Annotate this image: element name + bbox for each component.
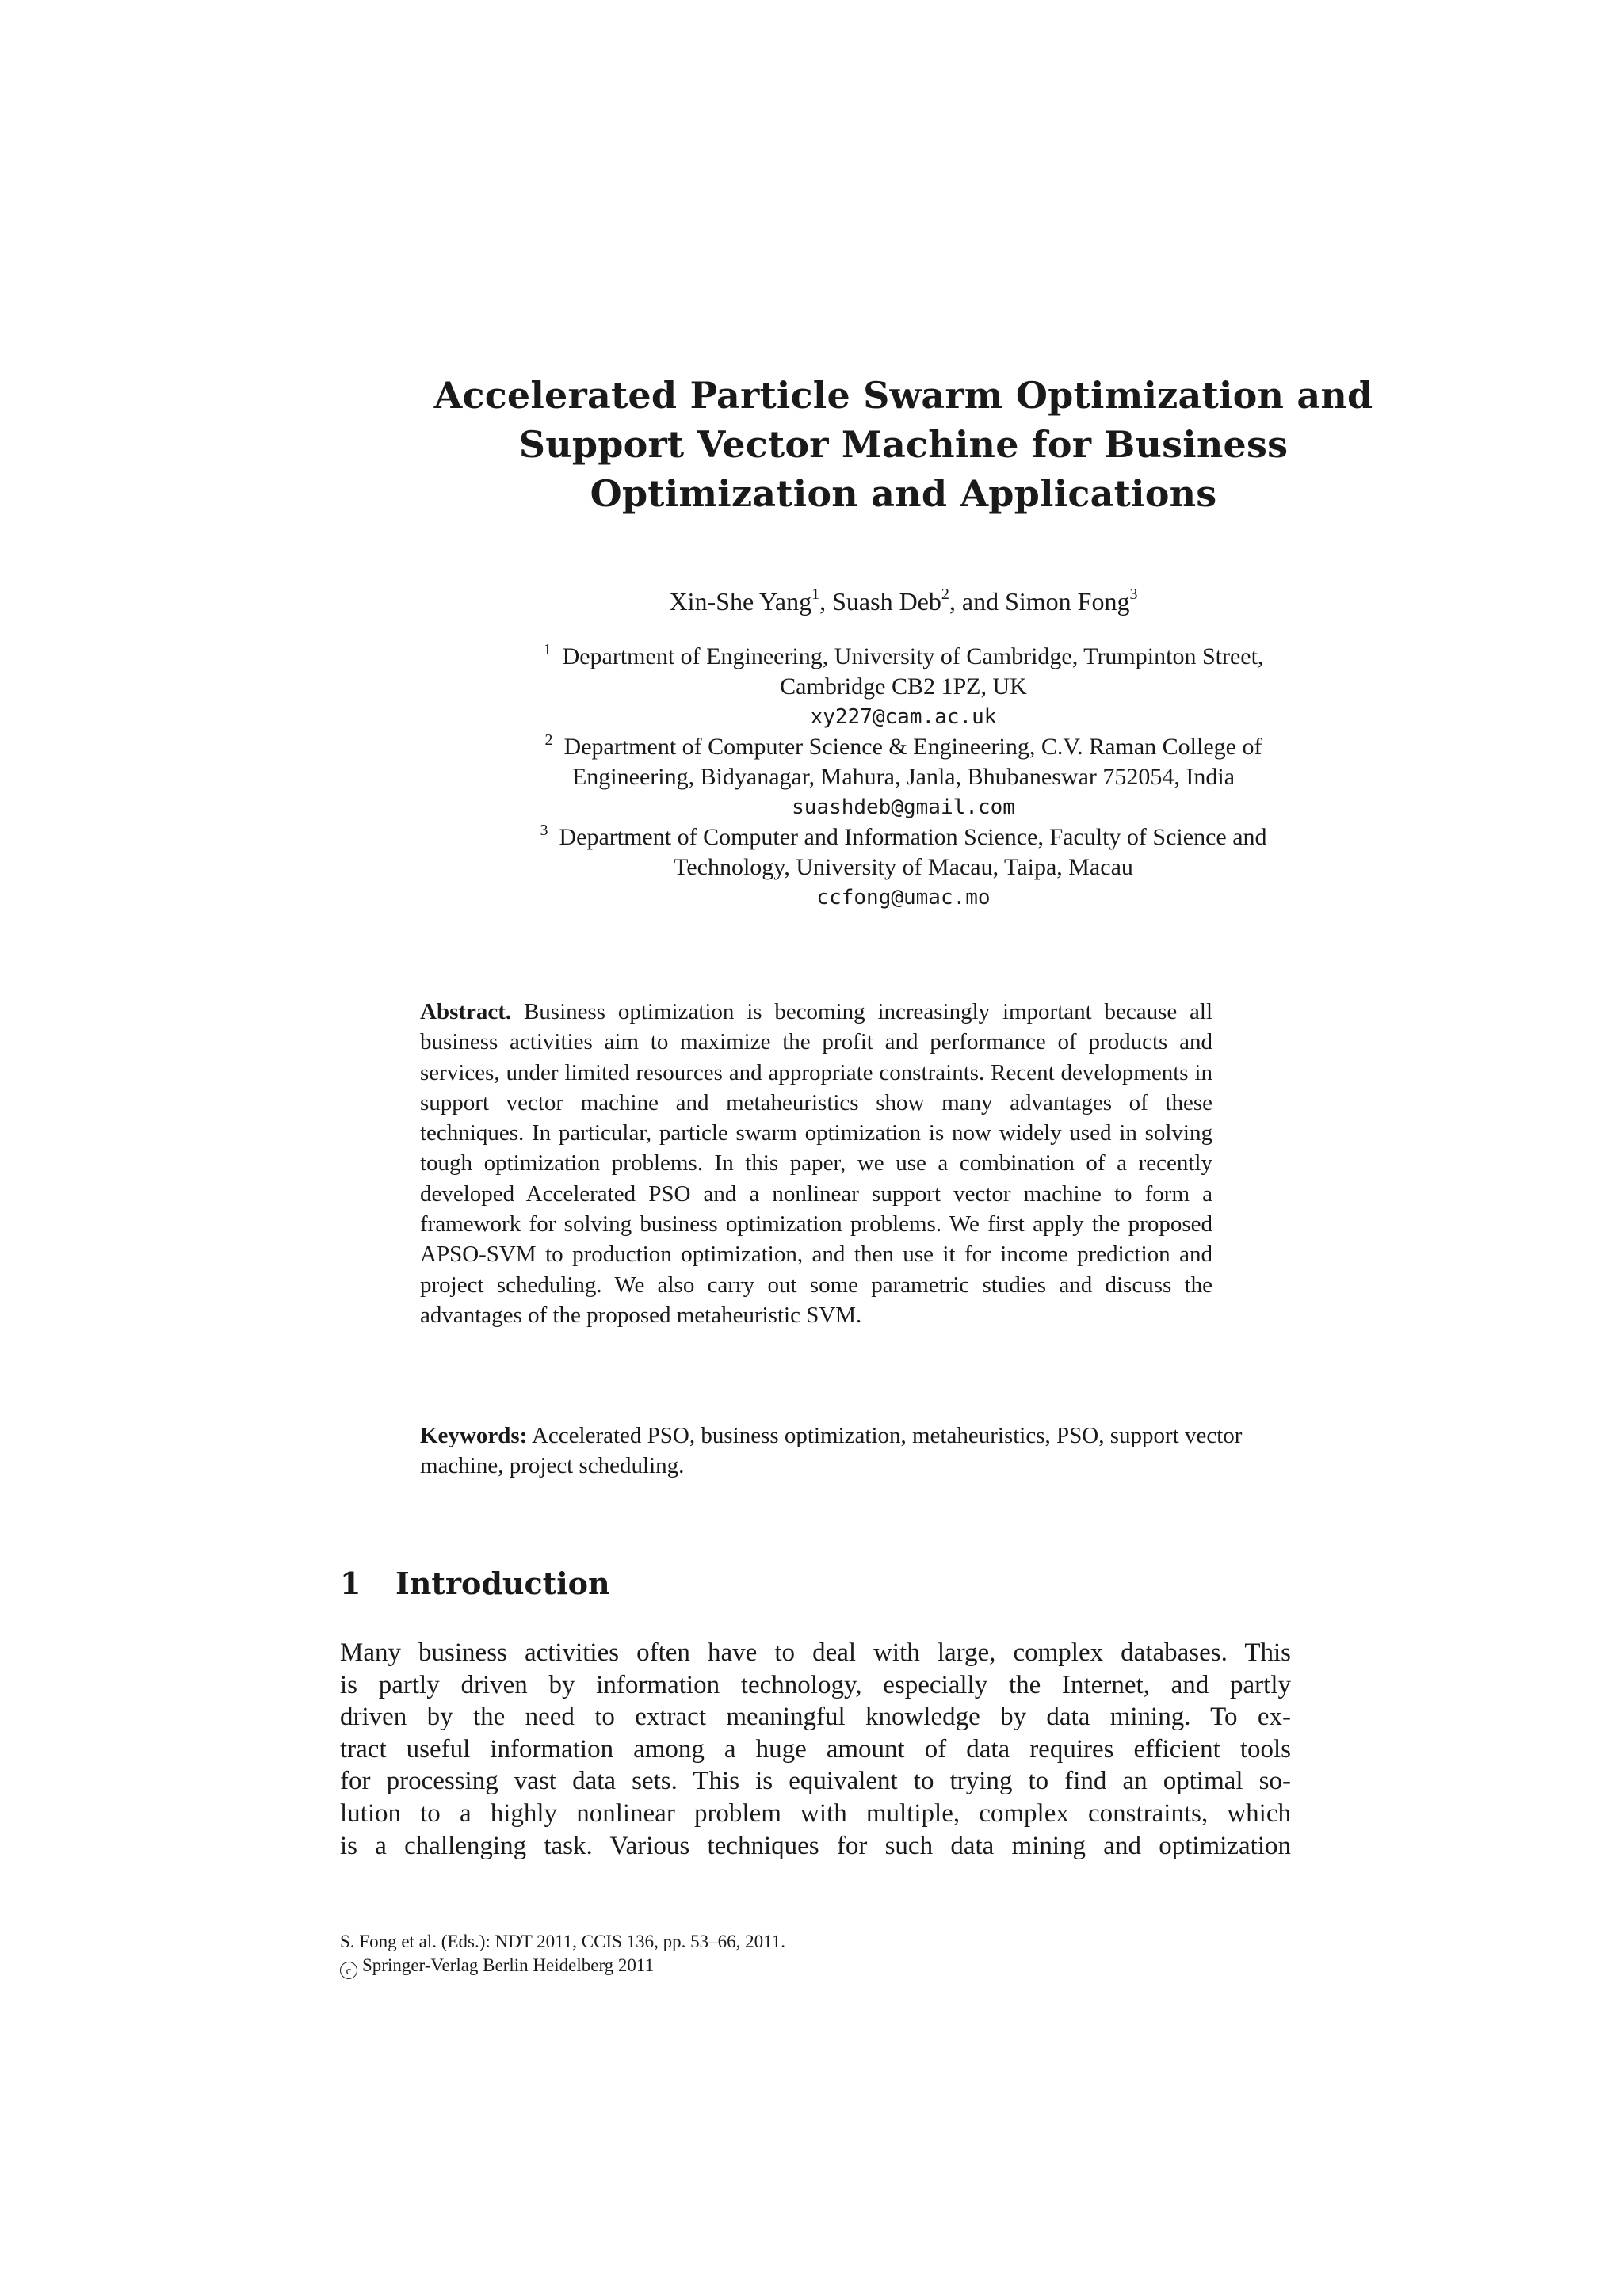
email-address: suashdeb@gmail.com	[792, 795, 1015, 819]
affiliation	[262, 642, 1545, 732]
body-text-line: driven by the need to extract meaningful knowledge by data mining. To ex-	[340, 1703, 1291, 1732]
keywords	[420, 1421, 1252, 1481]
affiliation-text: Department of Computer Science & Engineering, C.V. Raman College of	[563, 734, 1262, 760]
author-separator: ,	[819, 587, 833, 616]
affiliation-line	[262, 732, 1545, 762]
affiliation-mark: 3	[1129, 585, 1138, 603]
citation-line: S. Fong et al. (Eds.): NDT 2011, CCIS 136, pp. 53–66, 2011.	[340, 1932, 786, 1951]
affiliation-text: Department of Computer and Information Science, Faculty of Science and	[559, 824, 1267, 850]
abstract-label: Abstract.	[420, 999, 512, 1024]
affiliation-mark: 3	[540, 822, 548, 839]
author-name: Xin-She Yang	[669, 587, 812, 616]
abstract-text: Business optimization is becoming increasingly important because all business activities aim to maximize the profit and performance of products and services, under limited resources and appropriate constraints. Recent developments in support vector machine and metaheuristics show many advantages of these techniques. In particular, particle swarm optimization is now widely used in solving tough optimization problems. In this paper, we use a combination of a recently developed Accelerated PSO and a nonlinear support vector machine to form a framework for solving business optimization problems. We first apply the proposed APSO-SVM to production optimization, and then use it for income prediction and project scheduling. We also carry out some parametric studies and discuss the advantages of the proposed metaheuristic SVM.	[420, 999, 1212, 1328]
affiliation-list	[262, 642, 1545, 913]
copyright-icon: c	[340, 1962, 357, 1979]
body-text-line: is partly driven by information technology, especially the Internet, and partly	[340, 1670, 1291, 1699]
author-name: Simon Fong	[1005, 587, 1130, 616]
title-line: Optimization and Applications	[590, 472, 1217, 515]
affiliation-text: Department of Engineering, University of Cambridge, Trumpinton Street,	[562, 643, 1264, 669]
paper-title	[262, 371, 1545, 518]
affiliation-line	[262, 822, 1545, 852]
title-line: Accelerated Particle Swarm Optimization and	[433, 374, 1373, 417]
affiliation-mark: 2	[544, 731, 553, 749]
body-text-line: lution to a highly nonlinear problem with multiple, complex constraints, which	[340, 1798, 1291, 1828]
affiliation-mark: 1	[812, 585, 820, 603]
copyright-line	[340, 1954, 785, 1979]
author-list	[262, 585, 1545, 618]
author-name: Suash Deb	[832, 587, 941, 616]
copyright-text: Springer-Verlag Berlin Heidelberg 2011	[362, 1955, 655, 1975]
section-number: 1	[340, 1566, 361, 1601]
body-text-line: for processing vast data sets. This is equivalent to trying to find an optimal so-	[340, 1767, 1291, 1796]
keywords-text: Accelerated PSO, business optimization, metaheuristics, PSO, support vector machine, project scheduling.	[420, 1423, 1243, 1478]
affiliation-line: Technology, University of Macau, Taipa, Macau	[674, 854, 1133, 880]
affiliation-line	[262, 642, 1545, 672]
author-separator: , and	[949, 587, 1006, 616]
affiliation-line: Engineering, Bidyanagar, Mahura, Janla, Bhubaneswar 752054, India	[571, 764, 1235, 790]
affiliation-line: Cambridge CB2 1PZ, UK	[780, 673, 1027, 700]
affiliation-mark: 2	[941, 585, 949, 603]
title-line: Support Vector Machine for Business	[518, 423, 1289, 466]
body-text-line: tract useful information among a huge amount of data requires efficient tools	[340, 1734, 1291, 1764]
introduction-body	[340, 1637, 1291, 1862]
affiliation	[262, 732, 1545, 822]
body-text-line: Many business activities often have to deal with large, complex databases. This	[340, 1638, 1291, 1667]
keywords-label: Keywords:	[420, 1423, 528, 1448]
affiliation-mark: 1	[543, 641, 552, 658]
page-footer	[340, 1930, 785, 1979]
section-heading	[340, 1566, 610, 1602]
affiliation	[262, 822, 1545, 913]
email-address: xy227@cam.ac.uk	[810, 705, 997, 729]
section-title: Introduction	[395, 1566, 610, 1601]
body-text-line: is a challenging task. Various techniques for such data mining and optimization	[340, 1831, 1291, 1860]
email-address: ccfong@umac.mo	[816, 886, 991, 910]
abstract	[420, 997, 1212, 1330]
